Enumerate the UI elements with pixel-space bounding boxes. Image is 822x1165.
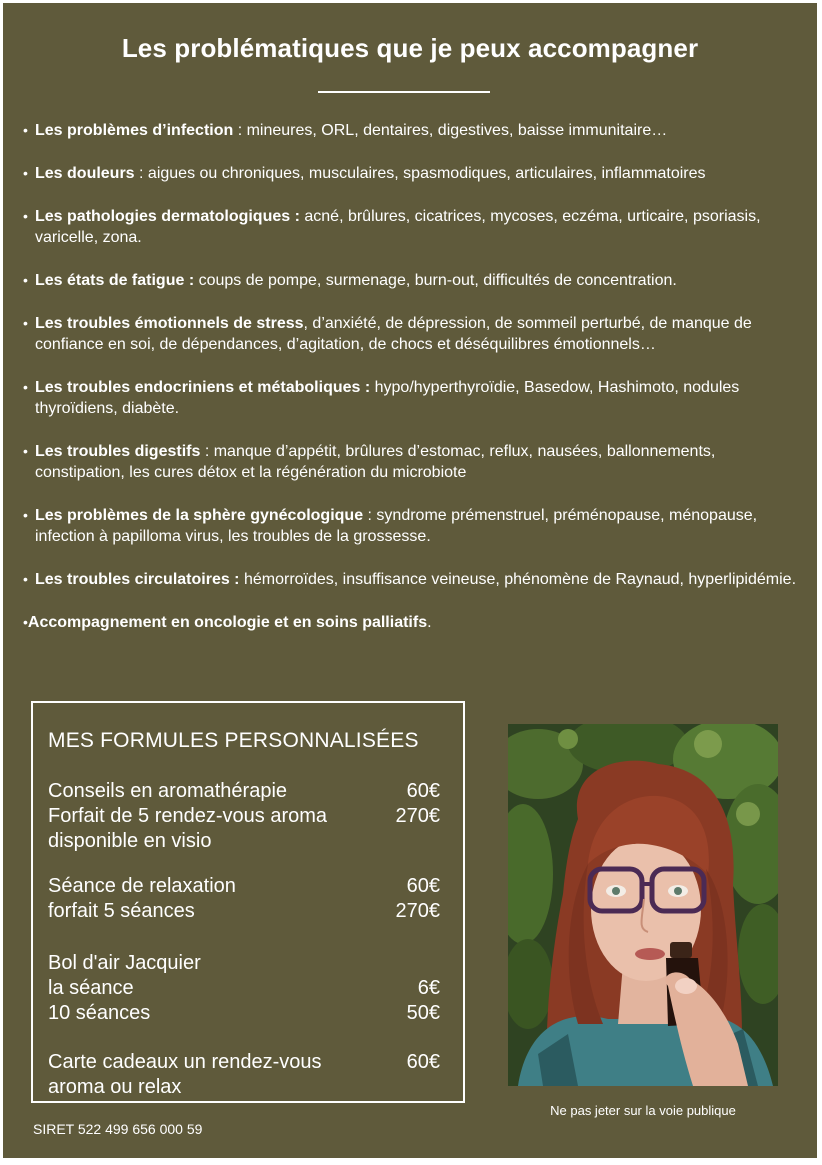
item-heading: Accompagnement en oncologie et en soins palliatifs — [27, 614, 428, 631]
pricing-box — [31, 701, 465, 1103]
list-item — [23, 313, 803, 355]
bullet-icon: • — [23, 379, 28, 395]
siret-number: SIRET 522 499 656 000 59 — [33, 1121, 203, 1137]
item-text: hypo/hyperthyroïdie, Basedow, Hashimoto, nodules thyroïdiens, diabète. — [35, 379, 740, 417]
item-heading: Les problèmes de la sphère gynécologique — [35, 507, 364, 524]
pricing-price: 60€ — [406, 1051, 440, 1073]
pricing-label: aroma ou relax — [48, 1076, 182, 1098]
pricing-price: 60€ — [406, 780, 440, 802]
pricing-label: Carte cadeaux un rendez-vous — [48, 1051, 322, 1073]
item-heading: Les troubles émotionnels de stress — [35, 315, 304, 332]
list-item — [23, 120, 803, 141]
pricing-label: Séance de relaxation — [48, 875, 236, 897]
list-item — [23, 206, 803, 248]
list-item — [23, 270, 803, 291]
list-item — [23, 377, 803, 419]
pricing-label: 10 séances — [48, 1002, 151, 1024]
item-text: acné, brûlures, cicatrices, mycoses, eczéma, urticaire, psoriasis, varicelle, zona. — [35, 208, 761, 246]
item-text: coups de pompe, surmenage, burn-out, difficultés de concentration. — [194, 272, 677, 289]
list-item — [23, 505, 803, 547]
item-heading: Les troubles endocriniens et métaboliques : — [35, 379, 371, 396]
item-text: : syndrome prémenstruel, préménopause, ménopause, infection à papilloma virus, les troubles de la grossesse. — [35, 507, 758, 545]
pricing-price: 60€ — [406, 875, 440, 897]
pricing-price: 270€ — [395, 805, 440, 827]
list-item — [23, 441, 803, 483]
pricing-label: la séance — [48, 977, 134, 999]
bullet-icon: • — [23, 507, 28, 523]
pricing-label: disponible en visio — [48, 830, 212, 852]
disposal-notice: Ne pas jeter sur la voie publique — [550, 1103, 736, 1118]
bullet-icon: • — [23, 208, 28, 224]
item-heading: Les troubles digestifs — [35, 443, 201, 460]
item-heading: Les pathologies dermatologiques : — [35, 208, 300, 225]
list-item — [23, 569, 803, 590]
item-text: : manque d’appétit, brûlures d’estomac, reflux, nausées, ballonnements, constipation, les cures détox et la régénération du microbiote — [35, 443, 716, 481]
bullet-icon: • — [23, 443, 28, 459]
pricing-price: 6€ — [417, 977, 440, 999]
pricing-price: 50€ — [406, 1002, 440, 1024]
pricing-label: Forfait de 5 rendez-vous aroma — [48, 805, 328, 827]
item-heading: Les états de fatigue : — [35, 272, 195, 289]
pricing-title: MES FORMULES PERSONNALISÉES — [48, 729, 419, 752]
item-text: : mineures, ORL, dentaires, digestives, baisse immunitaire… — [233, 122, 668, 139]
list-item — [23, 163, 803, 184]
item-text: , d’anxiété, de dépression, de sommeil perturbé, de manque de confiance en soi, de dépendances, d’agitation, de chocs et déséquilibres émotionnels… — [35, 315, 752, 353]
title-underline — [318, 91, 490, 93]
bullet-icon: • — [23, 315, 28, 331]
bullet-icon: • — [23, 614, 28, 630]
pricing-label: Bol d'air Jacquier — [48, 952, 201, 974]
portrait-illustration — [508, 724, 778, 1086]
bullet-icon: • — [23, 272, 28, 288]
page-title: Les problématiques que je peux accompagner — [121, 33, 699, 63]
bullet-icon: • — [23, 122, 28, 138]
item-heading: Les douleurs — [35, 165, 135, 182]
item-text: . — [427, 614, 432, 631]
list-item — [23, 612, 803, 633]
bullet-icon: • — [23, 571, 28, 587]
item-heading: Les problèmes d’infection — [35, 122, 234, 139]
pricing-price: 270€ — [395, 900, 440, 922]
pricing-label: Conseils en aromathérapie — [48, 780, 288, 802]
item-heading: Les troubles circulatoires : — [35, 571, 240, 588]
flyer-page — [3, 3, 817, 1158]
pricing-label: forfait 5 séances — [48, 900, 195, 922]
item-text: hémorroïdes, insuffisance veineuse, phénomène de Raynaud, hyperlipidémie. — [239, 571, 797, 588]
bullet-icon: • — [23, 165, 28, 181]
portrait-photo — [508, 724, 778, 1086]
item-text: : aigues ou chroniques, musculaires, spasmodiques, articulaires, inflammatoires — [134, 165, 706, 182]
issues-list — [23, 120, 803, 655]
